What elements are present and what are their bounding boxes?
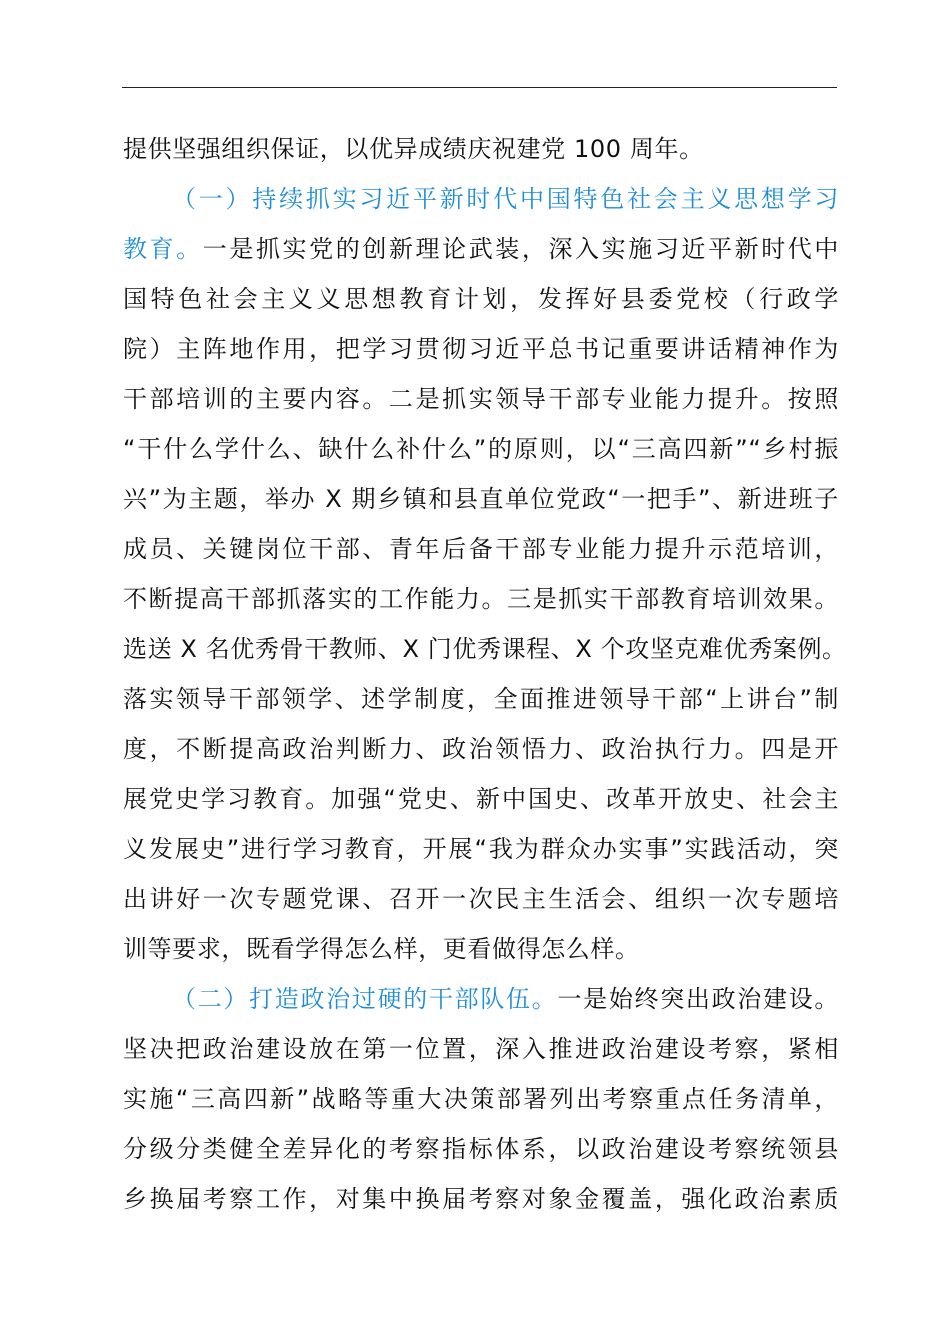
text-line-rest: 一是始终突出政治建设。 <box>557 985 839 1013</box>
text-line: 训等要求，既看学得怎么样，更看做得怎么样。 <box>123 935 640 963</box>
text-line: 成员、关键岗位干部、青年后备干部专业能力提升示范培训， <box>123 535 839 563</box>
text-line: 坚决把政治建设放在第一位置，深入推进政治建设考察，紧相 <box>123 1035 839 1063</box>
text-line <box>123 224 839 274</box>
document-body <box>123 124 847 1224</box>
text-line-rest: 一是抓实党的创新理论武装，深入实施习近平新时代中 <box>202 235 839 263</box>
header-rule <box>122 87 837 88</box>
text-line: 分级分类健全差异化的考察指标体系，以政治建设考察统领县 <box>123 1135 839 1163</box>
text-line: 院）主阵地作用，把学习贯彻习近平总书记重要讲话精神作为 <box>123 335 839 363</box>
text-line: 实施“三高四新”战略等重大决策部署列出考察重点任务清单， <box>123 1085 839 1113</box>
text-line: 出讲好一次专题党课、召开一次民主生活会、组织一次专题培 <box>123 885 839 913</box>
section-heading-end: 教育。 <box>123 235 203 263</box>
text-line <box>123 974 839 1024</box>
text-line: 落实领导干部领学、述学制度，全面推进领导干部“上讲台”制 <box>123 685 839 713</box>
text-line: 兴”为主题，举办 X 期乡镇和县直单位党政“一把手”、新进班子 <box>123 485 839 513</box>
text-line: 选送 X 名优秀骨干教师、X 门优秀课程、X 个攻坚克难优秀案例。 <box>123 635 847 663</box>
text-line: 提供坚强组织保证，以优异成绩庆祝建党 100 周年。 <box>123 135 704 163</box>
text-line: 干部培训的主要内容。二是抓实领导干部专业能力提升。按照 <box>123 385 839 413</box>
text-line: 国特色社会主义义思想教育计划，发挥好县委党校（行政学 <box>123 285 839 313</box>
text-line: 不断提高干部抓落实的工作能力。三是抓实干部教育培训效果。 <box>123 585 839 613</box>
text-line: 度，不断提高政治判断力、政治领悟力、政治执行力。四是开 <box>123 735 839 763</box>
text-line: 展党史学习教育。加强“党史、新中国史、改革开放史、社会主 <box>123 785 839 813</box>
text-line: “干什么学什么、缺什么补什么”的原则，以“三高四新”“乡村振 <box>123 435 839 463</box>
section-heading: （二）打造政治过硬的干部队伍。 <box>172 985 558 1013</box>
text-line: 乡换届考察工作，对集中换届考察对象金覆盖，强化政治素质 <box>123 1185 839 1213</box>
section-heading: （一）持续抓实习近平新时代中国特色社会主义思想学习 <box>172 185 839 213</box>
text-line: 义发展史”进行学习教育，开展“我为群众办实事”实践活动，突 <box>123 835 839 863</box>
